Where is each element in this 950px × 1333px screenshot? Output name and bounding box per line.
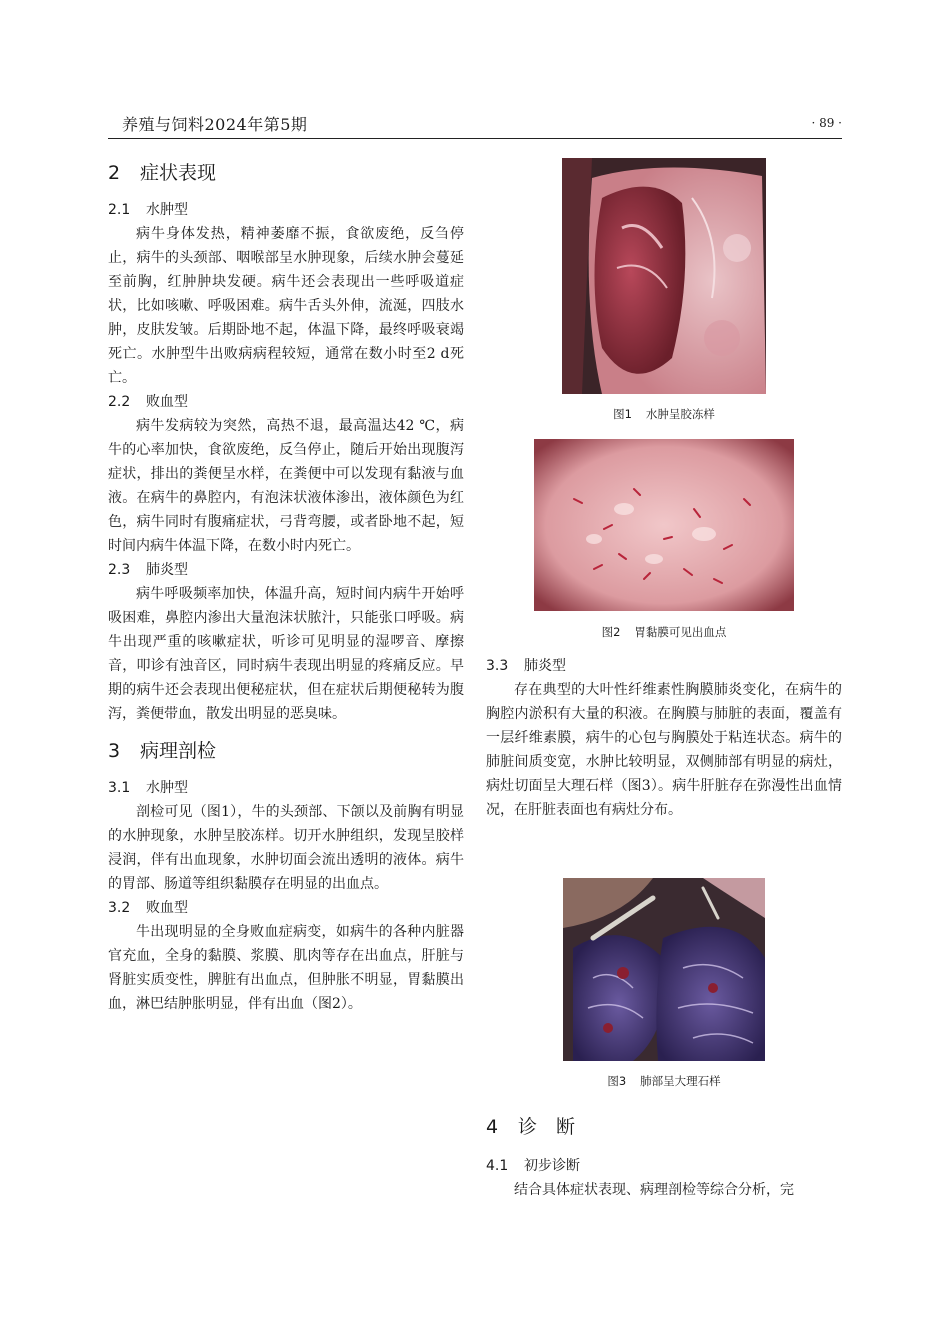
left-column: [108, 160, 464, 1016]
section-4-1-heading: 4.1 初步诊断: [486, 1158, 580, 1174]
section-3-2-heading: 3.2 败血型: [108, 900, 188, 916]
figure-1-image: [562, 158, 766, 394]
section-3-3-text: 存在典型的大叶性纤维素性胸膜肺炎变化，在病牛的胸腔内淤积有大量的积液。在胸膜与肺脏的表面，覆盖有一层纤维素膜，病牛的心包与胸膜处于粘连状态。病牛的肺脏间质变宽，水肿比较明显，双侧肺部有明显的病灶，病灶切面呈大理石样（图3）。病牛肝脏存在弥漫性出血情况，在肝脏表面也有病灶分布。: [486, 682, 842, 818]
section-2-1-heading: 2.1 水肿型: [108, 202, 188, 218]
section-3-3-heading: 3.3 肺炎型: [486, 658, 566, 674]
section-3-1-heading: 3.1 水肿型: [108, 780, 188, 796]
right-column-upper: [486, 654, 842, 822]
page-header: [108, 108, 842, 139]
section-4-1-text: 结合具体症状表现、病理剖检等综合分析，完: [514, 1182, 794, 1198]
section-3-1-text: 剖检可见（图1），牛的头颈部、下颌以及前胸有明显的水肿现象，水肿呈胶冻样。切开水肿组织，发现呈胶样浸润，伴有出血现象，水肿切面会流出透明的液体。病牛的胃部、肠道等组织黏膜存在明显的出血点。: [108, 804, 464, 892]
section-2-3-text: 病牛呼吸频率加快，体温升高，短时间内病牛开始呼吸困难，鼻腔内渗出大量泡沫状脓汁，只能张口呼吸。病牛出现严重的咳嗽症状，听诊可见明显的湿啰音、摩擦音，叩诊有浊音区，同时病牛表现出明显的疼痛反应。早期的病牛还会表现出便秘症状，但在症状后期便秘转为腹泻，粪便带血，散发出明显的恶臭味。: [108, 586, 464, 722]
figure-1-caption: 图1 水肿呈胶冻样: [613, 407, 715, 421]
figure-2-caption: 图2 胃黏膜可见出血点: [601, 625, 727, 639]
right-column-lower: [486, 1114, 842, 1202]
section-2-heading: 2 症状表现: [108, 162, 217, 184]
journal-title: 养殖与饲料2024年第5期: [122, 115, 308, 134]
section-2-2-text: 病牛发病较为突然，高热不退，最高温达42 ℃，病牛的心率加快，食欲废绝，反刍停止，随后开始出现腹泻症状，排出的粪便呈水样，在粪便中可以发现有黏液与血液。在病牛的鼻腔内，有泡沫状液体渗出，液体颜色为红色，病牛同时有腹痛症状，弓背弯腰，或者卧地不起，短时间内病牛体温下降，在数小时内死亡。: [108, 418, 464, 554]
section-2-3-heading: 2.3 肺炎型: [108, 562, 188, 578]
figure-3-caption: 图3 肺部呈大理石样: [607, 1074, 721, 1088]
section-2-1-text: 病牛身体发热，精神萎靡不振，食欲废绝，反刍停止，病牛的头颈部、咽喉部呈水肿现象，后续水肿会蔓延至前胸，红肿肿块发硬。病牛还会表现出一些呼吸道症状，比如咳嗽、呼吸困难。病牛舌头外伸，流涎，四肢水肿，皮肤发皱。后期卧地不起，体温下降，最终呼吸衰竭死亡。水肿型牛出败病病程较短，通常在数小时至2 d死亡。: [108, 226, 464, 386]
figure-2-image: [534, 439, 794, 611]
section-3-heading: 3 病理剖检: [108, 740, 217, 762]
section-2-2-heading: 2.2 败血型: [108, 394, 188, 410]
page-number: · 89 ·: [811, 116, 842, 130]
section-4-heading: 4 诊 断: [486, 1116, 576, 1138]
figure-3-image: [563, 878, 765, 1061]
section-3-2-text: 牛出现明显的全身败血症病变，如病牛的各种内脏器官充血，全身的黏膜、浆膜、肌肉等存在出血点，肝脏与肾脏实质变性，脾脏有出血点，但肿胀不明显，胃黏膜出血，淋巴结肿胀明显，伴有出血（图2）。: [108, 924, 464, 1012]
